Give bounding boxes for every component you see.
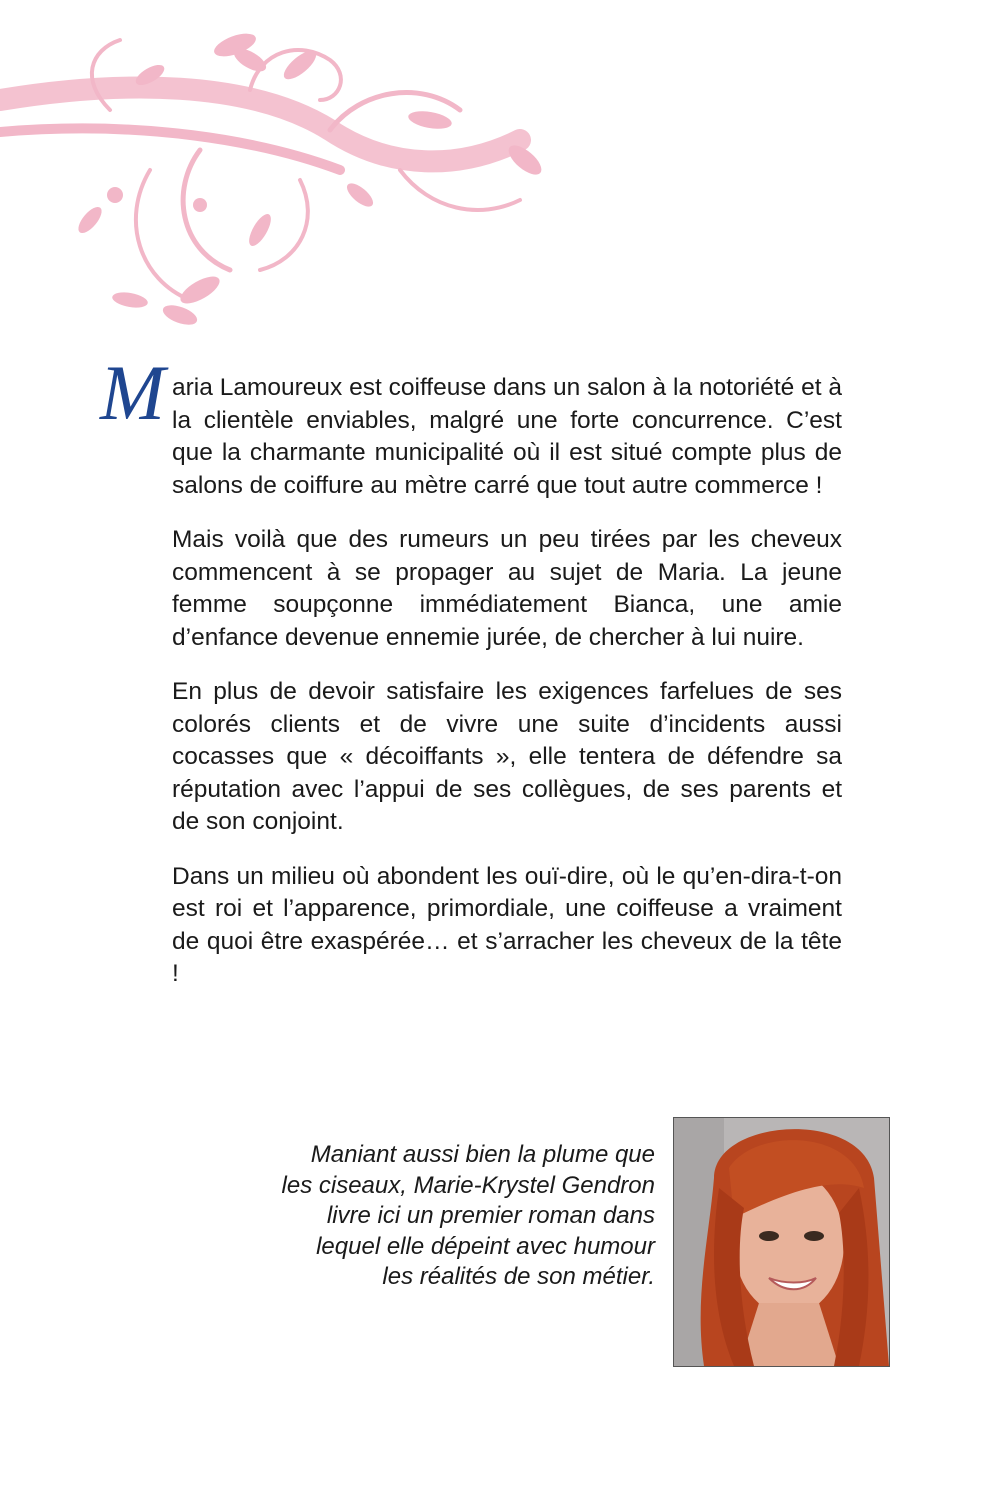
author-portrait-icon <box>674 1118 889 1366</box>
blurb-paragraph-2: Mais voilà que des rumeurs un peu tirées par les cheveux commencent à se propager au sujet de Maria. La jeune femme soupçonne immédiatement Bianca, une amie d’enfance devenue ennemie jurée, de chercher à lui nuire. <box>172 526 842 651</box>
back-cover-blurb <box>100 349 842 1013</box>
author-bio-line: livre ici un premier roman dans <box>326 1202 655 1229</box>
author-bio-line: les réalités de son métier. <box>382 1263 655 1290</box>
author-bio <box>150 1140 655 1293</box>
author-bio-line: Maniant aussi bien la plume que <box>310 1141 655 1168</box>
drop-cap: M <box>100 349 161 436</box>
blurb-paragraph-4: Dans un milieu où abondent les ouï-dire, où le qu’en-dira-t-on est roi et l’apparence, primordiale, une coiffeuse a vraiment de quoi être exaspérée… et s’arracher les cheveux de la tête ! <box>172 862 842 987</box>
author-bio-line: lequel elle dépeint avec humour <box>316 1232 655 1260</box>
blurb-paragraph-1-text: aria Lamoureux est coiffeuse dans un salon à la notoriété et à la clientèle enviables, malgré une forte concurrence. C’est que la charmante municipalité où il est situé compte plus de salons de coiffure au mètre carré que tout autre commerce ! <box>172 374 842 499</box>
floral-ornament-icon <box>0 20 560 330</box>
blurb-paragraph-3: En plus de devoir satisfaire les exigences farfelues de ses colorés clients et de vivre une suite d’incidents aussi cocasses que « décoiffants », elle tentera de défendre sa réputation avec l’appui de ses collègues, de ses parents et de son conjoint. <box>172 678 842 835</box>
author-photo <box>673 1117 890 1367</box>
blurb-paragraph-1 <box>100 349 842 502</box>
author-bio-line: les ciseaux, Marie-Krystel Gendron <box>281 1171 655 1199</box>
